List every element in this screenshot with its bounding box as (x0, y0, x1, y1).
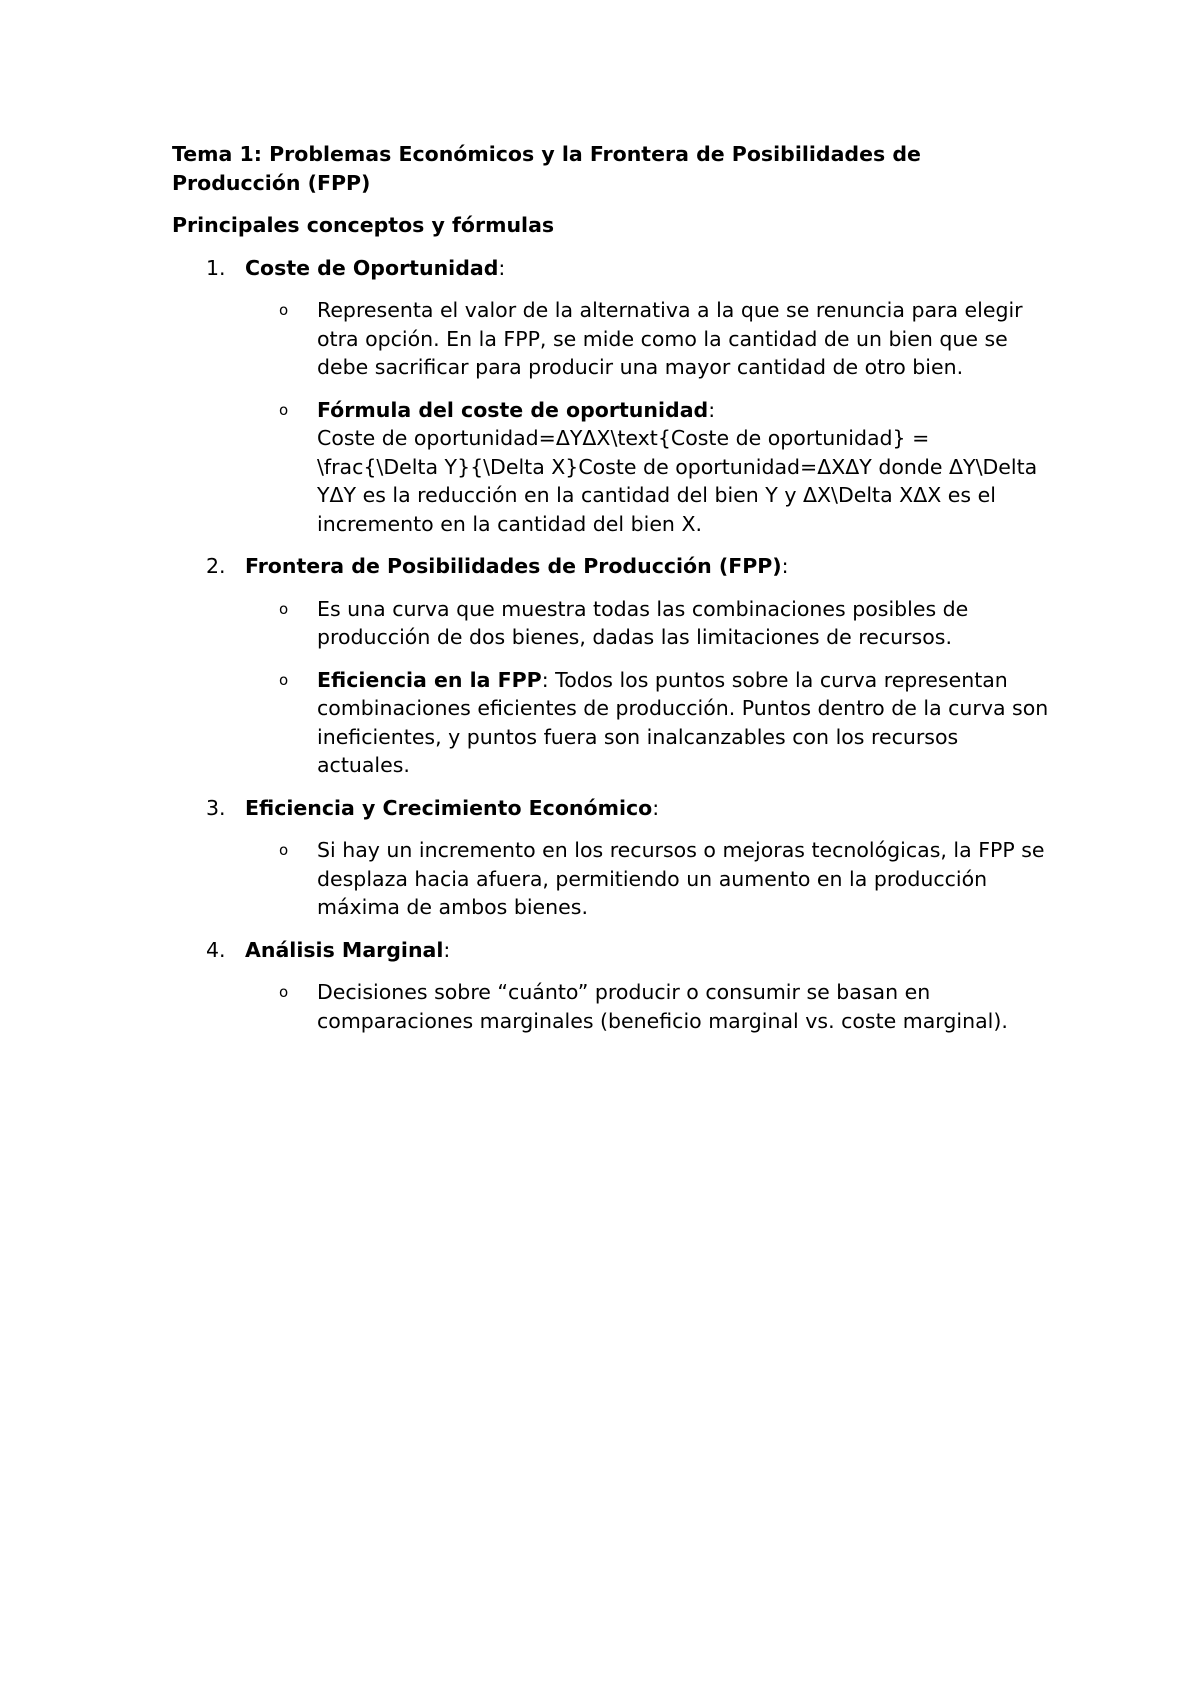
bullet-marker-icon: o (279, 841, 289, 859)
section-item (172, 794, 1052, 922)
section-heading-text: Análisis Marginal (245, 937, 444, 962)
section-heading (245, 794, 1052, 823)
bullet-term: Eficiencia en la FPP (317, 667, 542, 692)
bullet-text: Representa el valor de la alternativa a la que se renuncia para elegir otra opción. En la FPP, se mide como la cantidad de un bien que se debe sacrificar para producir una mayor cantidad de otro bien. (317, 298, 1023, 379)
bullet-term-suffix: : (708, 397, 716, 422)
bullet-text: Decisiones sobre “cuánto” producir o consumir se basan en comparaciones marginales (beneficio marginal vs. coste marginal). (317, 980, 1008, 1033)
bullet-list (245, 296, 1052, 538)
bullet-text: Coste de oportunidad=ΔYΔX\text{Coste de oportunidad} = \frac{\Delta Y}{\Delta X}Coste de oportunidad=ΔXΔY donde ΔY\Delta YΔY es la reducción en la cantidad del bien Y y ΔX\Delta XΔX es el incremento en la cantidad del bien X. (317, 426, 1038, 536)
section-number: 1. (206, 255, 226, 280)
bullet-marker-icon: o (279, 400, 289, 419)
bullet-marker-icon: o (279, 599, 289, 618)
bullet-item (245, 296, 1052, 382)
section-heading (245, 936, 1052, 965)
section-heading-text: Eficiencia y Crecimiento Económico (245, 795, 653, 820)
section-heading-suffix: : (498, 255, 506, 280)
document-title: Tema 1: Problemas Económicos y la Frontera de Posibilidades de Producción (FPP) (172, 142, 921, 195)
bullet-list (245, 836, 1052, 922)
bullet-marker-icon: o (279, 670, 289, 689)
bullet-item (245, 595, 1052, 652)
bullet-item (245, 836, 1052, 922)
bullet-item (245, 666, 1052, 780)
section-heading-suffix: : (781, 554, 789, 578)
document-page (172, 140, 1052, 1049)
bullet-marker-icon: o (279, 301, 289, 319)
bullet-text: Si hay un incremento en los recursos o mejoras tecnológicas, la FPP se desplaza hacia afuera, permitiendo un aumento en la producción máxima de ambos bienes. (317, 838, 1045, 919)
section-heading (245, 552, 1052, 581)
section-number: 3. (206, 795, 226, 820)
bullet-list (245, 595, 1052, 780)
bullet-item (245, 396, 1052, 539)
document-subtitle: Principales conceptos y fórmulas (172, 213, 555, 237)
section-number: 2. (206, 554, 226, 578)
section-item (172, 254, 1052, 539)
bullet-text: Es una curva que muestra todas las combinaciones posibles de producción de dos bienes, dadas las limitaciones de recursos. (317, 596, 969, 649)
section-heading-suffix: : (652, 795, 660, 820)
section-heading-text: Frontera de Posibilidades de Producción (FPP) (245, 554, 782, 578)
section-item (172, 936, 1052, 1036)
section-number: 4. (206, 937, 226, 962)
bullet-term-suffix: : (541, 667, 549, 692)
section-heading (245, 254, 1052, 283)
section-heading-suffix: : (443, 937, 451, 962)
section-item (172, 552, 1052, 780)
section-heading-text: Coste de Oportunidad (245, 255, 499, 280)
sections-list (172, 254, 1052, 1036)
bullet-text: Todos los puntos sobre la curva representan combinaciones eficientes de producción. Puntos dentro de la curva son ineficientes, y puntos fuera son inalcanzables con los recursos actuales. (317, 667, 1049, 777)
bullet-marker-icon: o (279, 983, 289, 1001)
bullet-list (245, 978, 1052, 1035)
bullet-item (245, 978, 1052, 1035)
bullet-term: Fórmula del coste de oportunidad (317, 397, 709, 422)
